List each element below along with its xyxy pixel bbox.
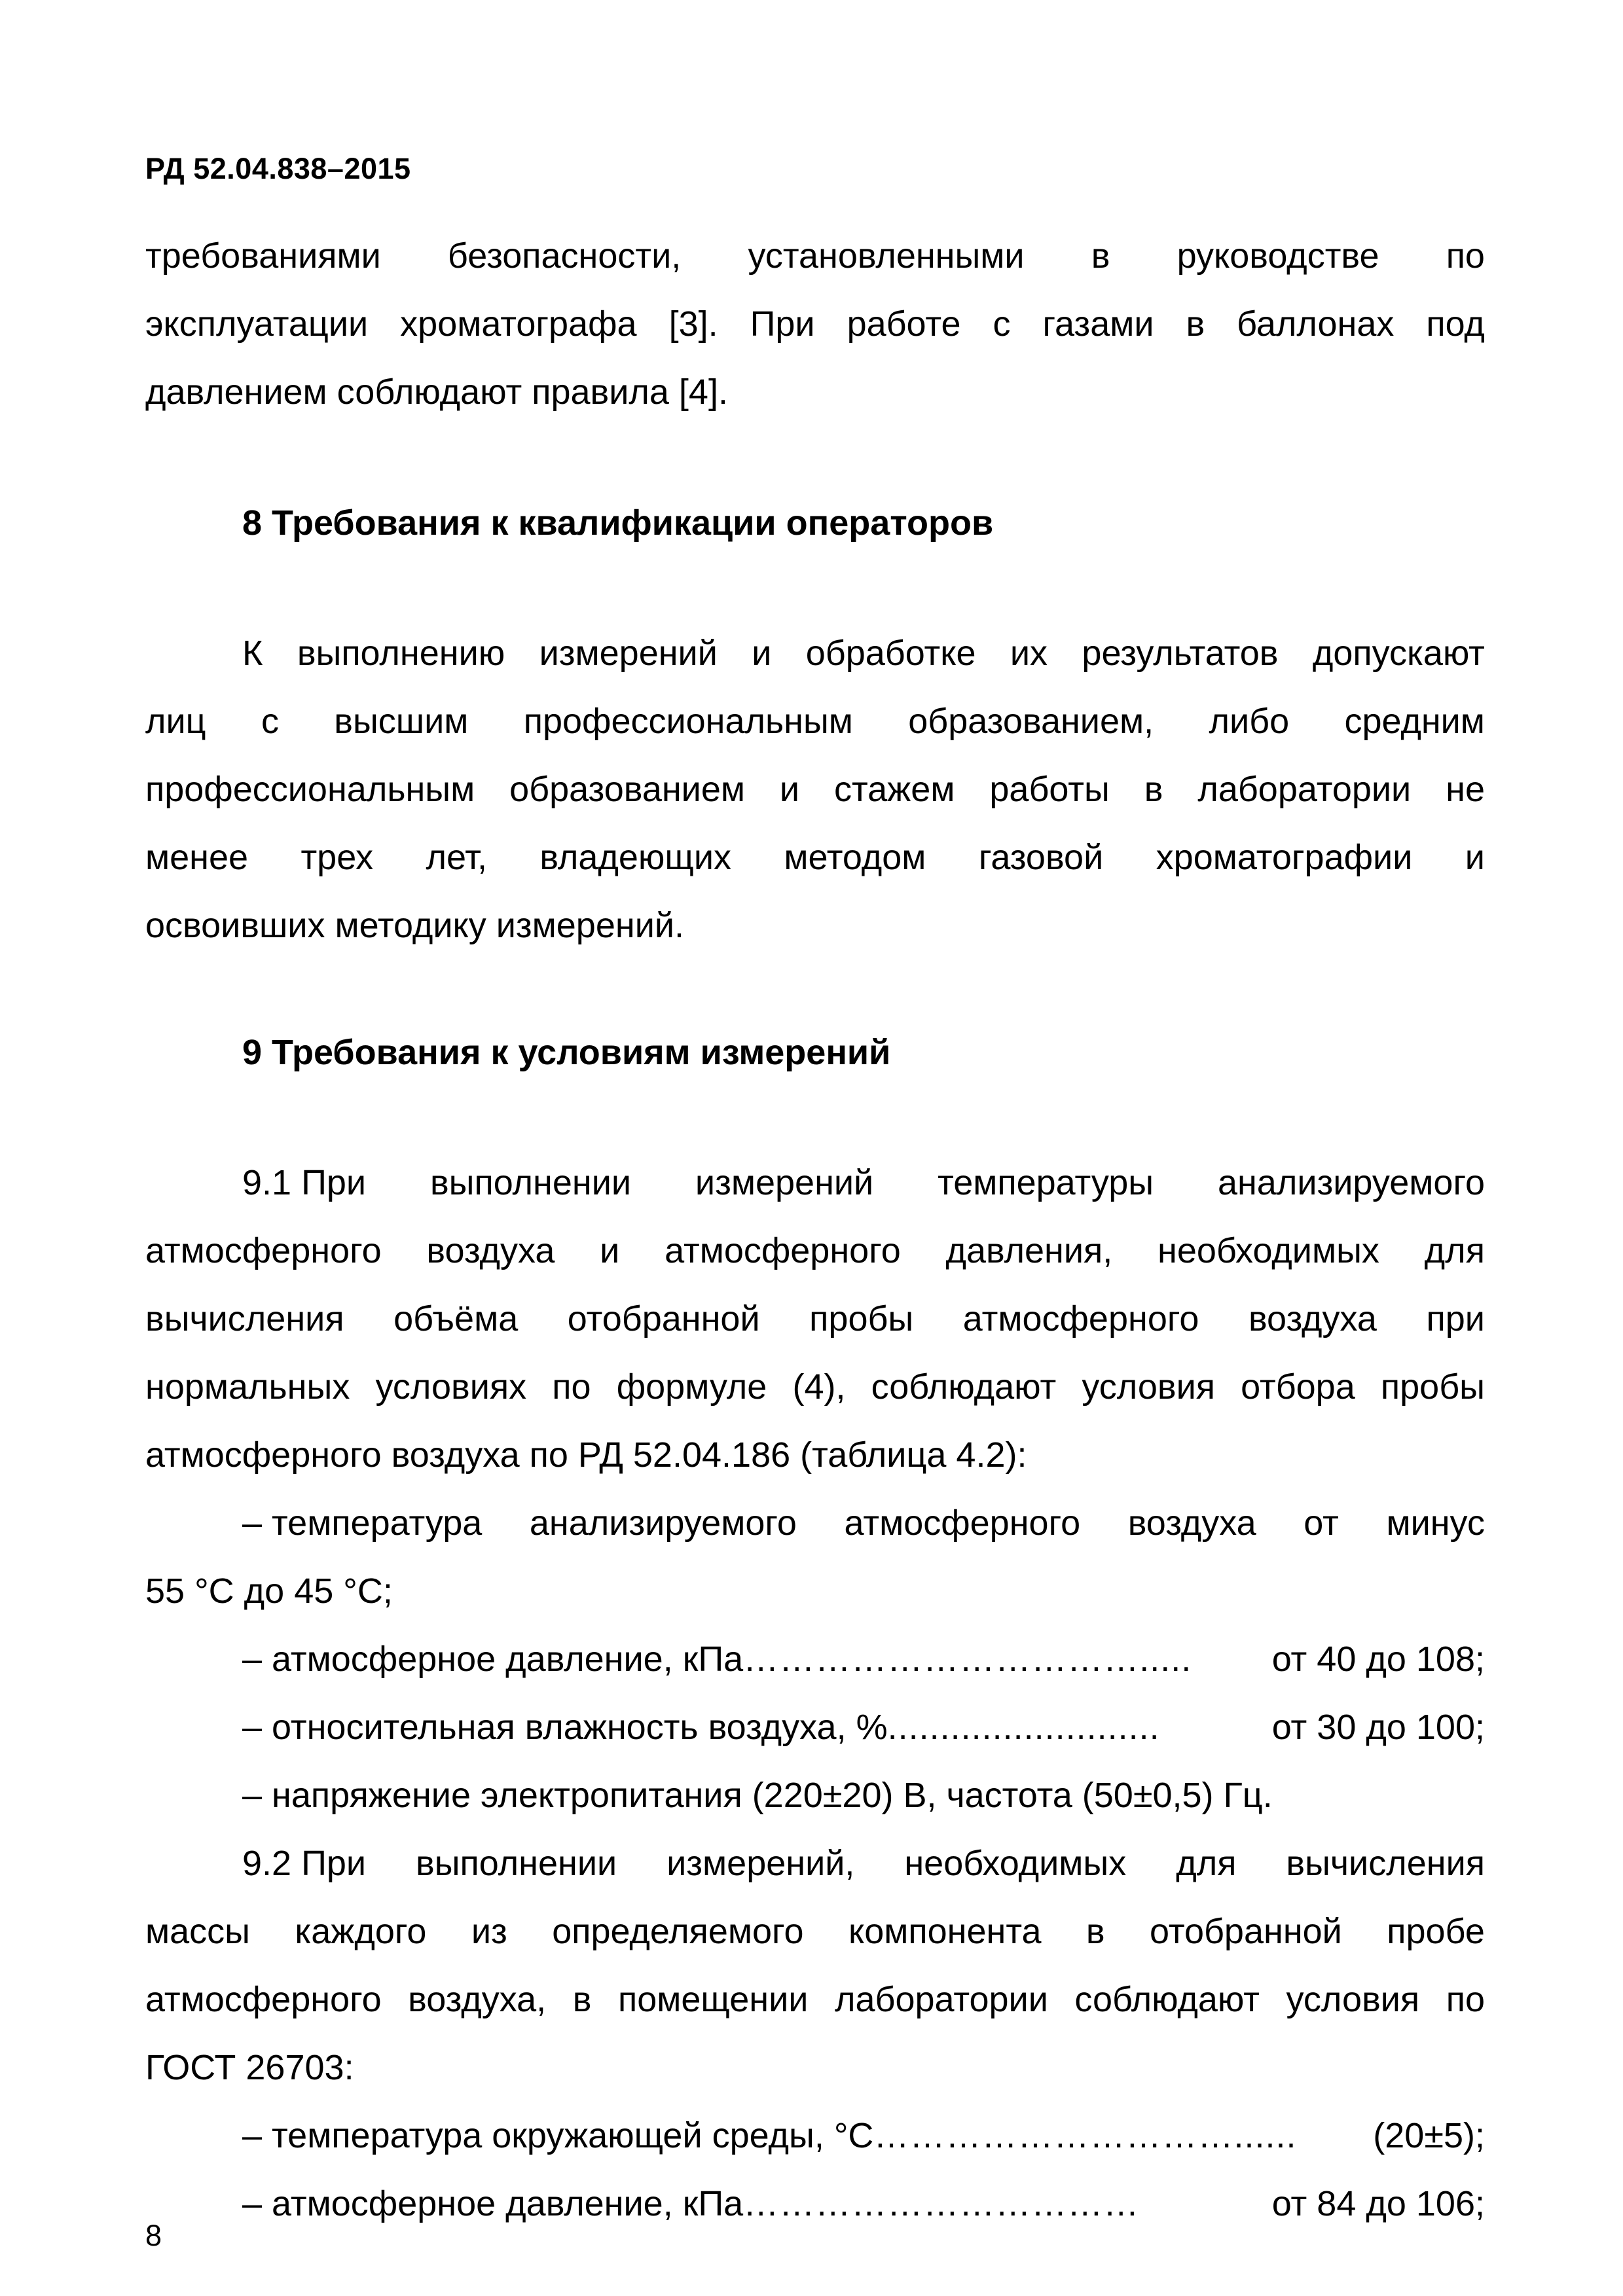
word: необходимых (1158, 1231, 1379, 1270)
text-line (145, 834, 1485, 903)
text-line (145, 1909, 1485, 1977)
word: по (552, 1367, 591, 1407)
word: под (1426, 304, 1485, 344)
word: воздуха (426, 1231, 555, 1270)
list-item-air-temperature (145, 1500, 1485, 1568)
word: установленными (748, 236, 1025, 276)
word: для (1424, 1231, 1485, 1270)
word: [3]. (668, 304, 718, 344)
clause-9-1 (145, 1160, 1485, 1840)
word: отобранной (1150, 1912, 1342, 1951)
word: атмосферного (145, 1231, 382, 1270)
word: атмосферного (665, 1231, 901, 1270)
word: отобранной (567, 1299, 760, 1338)
word: измерений (539, 634, 718, 673)
text-line (145, 1840, 1485, 1909)
word: образованием (509, 770, 745, 809)
word: выполнению (297, 634, 505, 673)
word: измерений, (666, 1844, 855, 1883)
word: нормальных (145, 1367, 350, 1407)
word: профессиональным (523, 702, 853, 741)
word: измерений (695, 1163, 874, 1202)
word: атмосферного (844, 1503, 1081, 1543)
word: и (752, 634, 772, 673)
list-item-ambient-temperature: – температура окружающей среды, °С …………………………...... (20±5); (242, 2116, 1485, 2155)
word: по (1446, 236, 1485, 276)
list-item-air-temperature-cont: 55 °С до 45 °С; (145, 1571, 393, 1611)
word: давления, (945, 1231, 1113, 1270)
word: от (1304, 1503, 1339, 1543)
word: в (1091, 236, 1110, 276)
document-code: РД 52.04.838–2015 (145, 152, 411, 185)
word: каждого (295, 1912, 427, 1951)
word: – температура (242, 1503, 483, 1543)
word: работе (847, 304, 961, 344)
word: 9.1 При (242, 1163, 367, 1202)
word: в (1085, 1912, 1105, 1951)
word: атмосферного (962, 1299, 1199, 1338)
word: с (993, 304, 1011, 344)
list-item-pressure: – атмосферное давление, кПа ……………………………..... от 40 до 108; (242, 1640, 1485, 1679)
text-line: освоивших методику измерений. (145, 906, 685, 945)
word: формуле (616, 1367, 767, 1407)
word: 9.2 При (242, 1844, 367, 1883)
text-line (145, 1160, 1485, 1228)
word: в (572, 1980, 592, 2019)
word: результатов (1082, 634, 1279, 673)
word: воздуха (1248, 1299, 1377, 1338)
word: трех (301, 838, 374, 877)
word: атмосферного (145, 1980, 382, 2019)
word: из (471, 1912, 507, 1951)
word: При (750, 304, 815, 344)
word: средним (1344, 702, 1485, 741)
text-line (145, 233, 1485, 301)
word: газами (1042, 304, 1154, 344)
word: лиц (145, 702, 206, 741)
word: методом (784, 838, 926, 877)
word: и (600, 1231, 620, 1270)
word: анализируемого (529, 1503, 797, 1543)
word: выполнении (416, 1844, 617, 1883)
text-line (145, 1977, 1485, 2045)
word: хроматографии (1156, 838, 1413, 877)
word: лаборатории (834, 1980, 1048, 2019)
text-line: атмосферного воздуха по РД 52.04.186 (таблица 4.2): (145, 1435, 1027, 1475)
clause-9-2 (145, 1840, 1485, 2249)
word: работы (989, 770, 1110, 809)
word: обработке (805, 634, 976, 673)
word: лет, (426, 838, 487, 877)
word: температуры (938, 1163, 1154, 1202)
word: воздуха (1127, 1503, 1256, 1543)
word: К (242, 634, 263, 673)
word: профессиональным (145, 770, 475, 809)
word: необходимых (904, 1844, 1127, 1883)
word: массы (145, 1912, 250, 1951)
word: и (1465, 838, 1485, 877)
word: их (1010, 634, 1048, 673)
word: воздуха, (408, 1980, 547, 2019)
word: вычисления (1286, 1844, 1485, 1883)
section-9-heading: 9 Требования к условиям измерений (242, 1033, 891, 1072)
word: пробы (809, 1299, 914, 1338)
word: компонента (848, 1912, 1042, 1951)
list-item-power-supply: – напряжение электропитания (220±20) В, частота (50±0,5) Гц. (242, 1776, 1273, 1815)
word: баллонах (1237, 304, 1395, 344)
word: минус (1386, 1503, 1485, 1543)
text-line: давлением соблюдают правила [4]. (145, 372, 728, 412)
word: образованием, (908, 702, 1154, 741)
word: эксплуатации (145, 304, 369, 344)
word: безопасности, (447, 236, 682, 276)
word: владеющих (539, 838, 732, 877)
word: объёма (393, 1299, 519, 1338)
word: (4), (792, 1367, 846, 1407)
word: пробы (1380, 1367, 1485, 1407)
text-line (145, 1228, 1485, 1296)
word: условиях (375, 1367, 527, 1407)
word: выполнении (429, 1163, 632, 1202)
word: лаборатории (1197, 770, 1412, 809)
word: в (1186, 304, 1205, 344)
word: менее (145, 838, 249, 877)
word: определяемого (552, 1912, 804, 1951)
list-item-lab-pressure: – атмосферное давление, кПа …………………………… от 84 до 106; (242, 2184, 1485, 2223)
page-number: 8 (145, 2219, 162, 2252)
text-line (145, 698, 1485, 766)
intro-paragraph (145, 233, 1485, 437)
word: пробе (1387, 1912, 1485, 1951)
word: анализируемого (1217, 1163, 1485, 1202)
list-item-humidity: – относительная влажность воздуха, % .......................... от 30 до 100; (242, 1708, 1485, 1747)
word: соблюдают (1074, 1980, 1260, 2019)
word: допускают (1312, 634, 1485, 673)
word: условия (1286, 1980, 1420, 2019)
word: либо (1209, 702, 1290, 741)
word: при (1426, 1299, 1485, 1338)
word: высшим (334, 702, 469, 741)
text-line (145, 630, 1485, 698)
word: стажем (834, 770, 955, 809)
word: руководстве (1176, 236, 1379, 276)
word: вычисления (145, 1299, 344, 1338)
text-line (145, 1296, 1485, 1364)
text-line: ГОСТ 26703: (145, 2048, 354, 2087)
word: по (1446, 1980, 1485, 2019)
word: требованиями (145, 236, 381, 276)
text-line (145, 766, 1485, 834)
word: не (1446, 770, 1485, 809)
section-8-heading: 8 Требования к квалификации операторов (242, 503, 994, 543)
text-line (145, 1364, 1485, 1432)
word: помещении (617, 1980, 809, 2019)
word: и (779, 770, 800, 809)
word: соблюдают (871, 1367, 1057, 1407)
section-8-paragraph (145, 630, 1485, 971)
word: условия (1082, 1367, 1215, 1407)
text-line (145, 301, 1485, 369)
word: хроматографа (400, 304, 637, 344)
word: для (1176, 1844, 1237, 1883)
word: в (1144, 770, 1163, 809)
word: с (261, 702, 279, 741)
word: газовой (978, 838, 1104, 877)
word: отбора (1241, 1367, 1355, 1407)
